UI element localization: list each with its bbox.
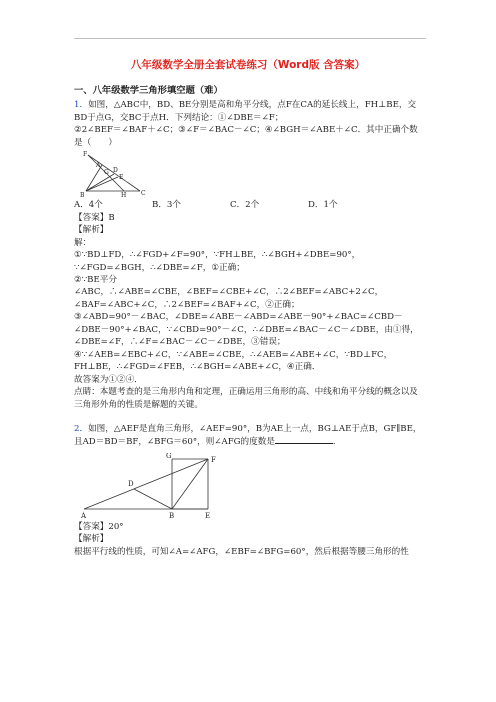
- question-1-number: 1．: [74, 100, 89, 111]
- question-1-stem: 1．如图，△ABC中，BD、BE分别是高和角平分线，点F在CA的延长线上，FH⊥BE，交BD于点G，交BC于点H．下列结论：①∠DBE＝∠F；: [74, 100, 417, 123]
- section-heading: 一、八年级数学三角形填空题（难）: [74, 85, 223, 96]
- solution-line: ③∠ABD=90°－∠BAC，∠DBE=∠ABE－∠ABD=∠ABE－90°+∠BAC=∠CBD－∠DBE－90°+∠BAC，∵∠CBD=90°－∠C，∴∠DBE=∠BAC－∠C－∠DBE，由①得，: [74, 312, 419, 335]
- figure-label: D: [113, 167, 118, 175]
- figure-label: H: [121, 192, 127, 198]
- question-1-figure: [80, 151, 154, 197]
- question-2-answer: 【答案】20°: [74, 521, 124, 532]
- figure-label: B: [169, 511, 175, 519]
- question-1-analysis-head: 【解析】: [74, 225, 109, 236]
- figure-label: D: [128, 479, 134, 488]
- question-1-answer: 【答案】B: [74, 212, 115, 223]
- question-2-analysis: 根据平行线的性质，可知∠A=∠AFG，∠EBF=∠BFG=60°，然后根据等腰三角形的性: [74, 546, 409, 557]
- option-c[interactable]: C．2个: [230, 200, 260, 211]
- figure-label: F: [211, 455, 216, 464]
- document-body: [74, 84, 426, 558]
- header-rule: [74, 38, 426, 39]
- figure-label: G: [166, 452, 172, 460]
- answer-blank[interactable]: [275, 435, 333, 444]
- solution-line: ∠ABC，∴∠ABE=∠CBE，∠BEF=∠CBE+∠C，∴2∠BEF=∠ABC+2∠C，∠BAF=∠ABC+∠C，∴2∠BEF=∠BAF+∠C，②正确；: [74, 287, 384, 310]
- question-1-stem-cont: ②2∠BEF＝∠BAF＋∠C；③∠F＝∠BAC－∠C；④∠BGH＝∠ABE＋∠C．其中正确个数是（ ）: [74, 125, 418, 148]
- solution-line: ②∵BE平分: [74, 275, 117, 285]
- option-d[interactable]: D．1个: [308, 200, 338, 211]
- figure-label: E: [119, 174, 124, 182]
- solution-line: ①∵BD⊥FD，∴∠FGD+∠F=90°，∵FH⊥BE，∴∠BGH+∠DBE=90°，∵∠FGD=∠BGH，∴∠DBE=∠F，①正确；: [74, 250, 361, 273]
- figure-label: G: [104, 169, 109, 177]
- figure-label: B: [80, 192, 85, 198]
- document-title: 八年级数学全册全套试卷练习（Word版 含答案）: [130, 59, 366, 71]
- figure-label: A: [81, 511, 87, 519]
- option-b[interactable]: B．3个: [152, 200, 181, 211]
- solution-line: 故答案为①②④．: [74, 374, 143, 385]
- question-2-number: 2．: [74, 423, 89, 434]
- solution-line: ④∵∠AEB=∠EBC+∠C，∵∠ABE=∠CBE，∴∠AEB=∠ABE+∠C，∵BD⊥FC，FH⊥BE，∴∠FGD=∠FEB，∴∠BGH=∠ABE+∠C，④正确．: [74, 349, 393, 373]
- figure-label: E: [205, 511, 211, 519]
- question-2-analysis-head: 【解析】: [74, 534, 109, 545]
- solution-line: ∠DBE=∠F，∴∠F=∠BAC－∠C－∠DBE，③错误；: [74, 337, 286, 348]
- question-1-note: 点睛：本题考查的是三角形内角和定理，正确运用三角形的高、中线和角平分线的概念以及三角形外角的性质是解题的关键。: [74, 387, 418, 410]
- question-2-figure: [78, 453, 218, 519]
- option-a[interactable]: A．4个: [74, 200, 103, 211]
- figure-label: C: [141, 190, 146, 198]
- question-1-options: [74, 199, 426, 211]
- question-2-stem: 2．如图，△AEF是直角三角形，∠AEF=90°，B为AE上一点，BG⊥AE于点B，GF∥BE，且AD＝BD＝BF，∠BFG＝60°，则∠AFG的度数是 ．: [74, 423, 422, 448]
- figure-label: F: [83, 151, 88, 159]
- figure-label: A: [96, 162, 101, 170]
- solution-line: 解：: [74, 237, 92, 248]
